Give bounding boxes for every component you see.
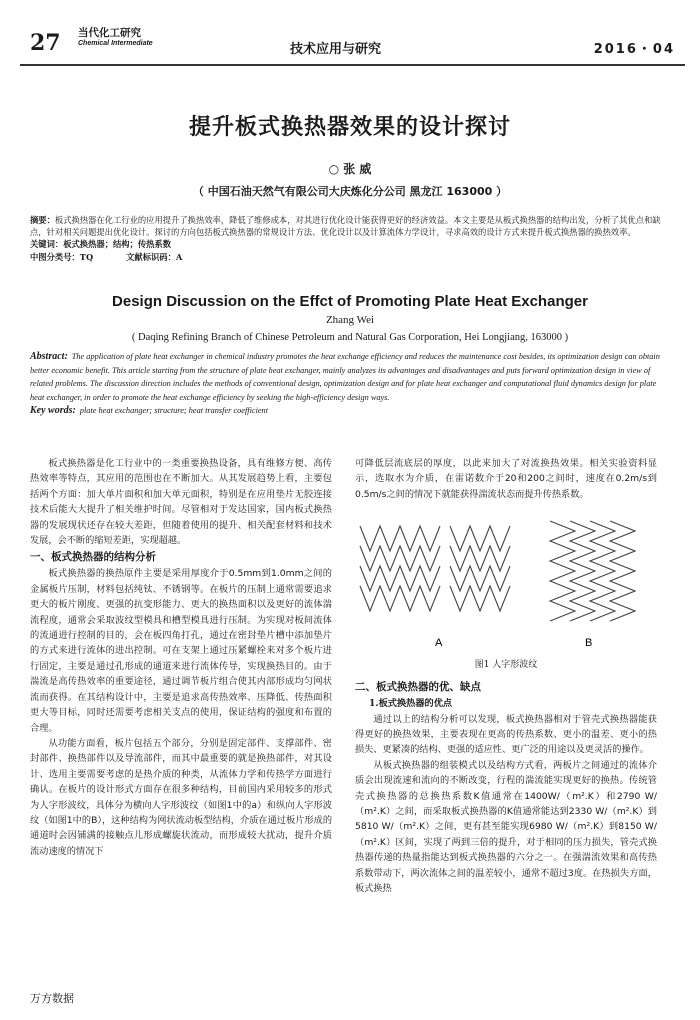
figure-label-b: B — [585, 637, 593, 650]
keywords-cn-text: 板式换热器；结构；传热系数 — [63, 239, 172, 250]
figure-1-caption: 图1 人字形波纹 — [474, 660, 538, 671]
affiliation-en: ( Daqing Refining Branch of Chinese Petroleum and Natural Gas Corporation, Hei Longjiang, 163000 ) — [131, 332, 569, 343]
section-2-paragraph-1: 通过以上的结构分析可以发现，板式换热器相对于管壳式换热器能获得更好的换热效果，主要表现在更高的传热系数、更小的温差、更小的热损失、更紧凑的结构、更强的适应性、更广泛的用途以及更灵活的操作。 — [355, 713, 657, 756]
abstract-en-text: The application of plate heat exchanger in chemical industry promotes the heat exchange efficiency and reduces the maintenance cost besides, its optimization design can obtain better economic benefit. This article starting from the structure of plate heat exchanger, mainly analyzes its advantages and disadvantages and puts forward optimization design in view of related problems. The discussion direction includes the methods of conventional design, optimization design and for plate heat exchanger and computational fluid dynamics design for plate heat exchanger, in order to promote the heat exchange efficiency by seeking the high-efficiency design ways. — [30, 352, 660, 402]
keywords-cn — [30, 238, 670, 250]
title-cn: 提升板式换热器效果的设计探讨 — [188, 115, 511, 140]
section-2-1-heading: 1.板式换热器的优点 — [369, 697, 453, 709]
section-2-heading: 二、板式换热器的优、缺点 — [355, 680, 481, 693]
pattern-b-line-1 — [550, 521, 575, 621]
pattern-a-line-4 — [360, 586, 440, 611]
classification-cn — [30, 251, 670, 263]
pattern-a-line-5 — [450, 526, 510, 551]
doc-code-value: A — [175, 251, 183, 262]
abstract-cn-label: 摘要： — [30, 215, 55, 225]
page-number: 27 — [30, 30, 61, 56]
journal-name-en: Chemical Intermediate — [78, 39, 153, 47]
section-heading: 技术应用与研究 — [290, 42, 382, 57]
page-header — [20, 16, 685, 66]
herringbone-figure — [355, 506, 657, 656]
figure-label-a: A — [435, 637, 443, 650]
abstract-en-label: Abstract: — [30, 351, 68, 362]
affiliation-cn: （ 中国石油天然气有限公司大庆炼化分公司 黑龙江 163000 ） — [192, 185, 508, 198]
clc-label: 中图分类号： — [30, 251, 80, 262]
pattern-b — [550, 521, 635, 621]
journal-name — [78, 28, 153, 47]
footer-watermark: 万方数据 — [30, 992, 74, 1005]
abstract-en — [30, 350, 670, 418]
abstract-cn-body — [30, 214, 670, 238]
title-en: Design Discussion on the Effct of Promoting Plate Heat Exchanger — [112, 293, 588, 310]
clc-value: TQ — [79, 251, 94, 262]
section-1-paragraph-1: 板式换热器的换热原件主要是采用厚度介于0.5mm到1.0mm之间的金属板片压制，材料包括纯钛、不锈钢等。在板片的压制上通常需要追求更大的板片刚度、更强的抗变形能力、更大的换热面积以及更好的流体湍流程度，通常会采取波纹型模具和槽型模具进行压制。为实现对板间流体的流通进行控制的目的，会在板四角打孔，通过在密封垫片槽中添加垫片的方式来进行流体的进出控制。可在支架上通过压紧螺栓来对多个板片进行固定，主要是通过孔形成的通道来进行流体传导，实现换热目的。由于湍流是高传热效率的重要途径，通过调节板片组合使其内部形成均匀网状流而获得。在其结构设计中，主要是追求高传热效率、压降低、传热面积更大等目标，同时还需要考虑相关支点的使用，保证结构的强度和布置的合理。 — [30, 568, 332, 734]
issue-number: 2016・04 — [593, 42, 675, 57]
section-1-heading: 一、板式换热器的结构分析 — [30, 551, 156, 564]
figure-1 — [355, 506, 657, 656]
left-column — [30, 456, 332, 859]
section-2-paragraph-2: 从板式换热器的组装模式以及结构方式看，两板片之间通过的流体介质会出现流速和流向的不断改变，行程的湍流能实现更好的换热。传统管壳式换热器的总换热系数K值通常在1400W/（m².K）和2790 W/（m².K）之间，而采取板式换热器的K值通常能达到2330 W/（m².K）到5810 W/（m².K）之间，更有甚至能实现6980 W/（m².K）到8150 W/（m².K）区间，实现了两到三倍的提升，对于相同的压力损失，管壳式换热器传递的热量指能达到板式换热器的六分之一。在强湍流效果和高传热系数带动下，两次流体之间的温差较小，通常不超过3度。在热损失方面，板式换热 — [355, 759, 657, 895]
pattern-a — [360, 526, 510, 611]
intro-paragraph: 板式换热器是化工行业中的一类重要换热设备，具有维修方便、高传热效率等特点，其应用的范围也在不断加大。从其发展趋势上看，主要包括两个方面：加大单片面积和加大单元面积，特别是在应用垫片无胶连接技术后能大大提升了相关维护时间。尽管相对于发达国家，国内板式换热器的发展现状还存在较大差距，但随着使用的提升、相关配套材料和技术发展，会不断的缩短差距，实现超越。 — [30, 458, 332, 547]
doc-code-label: 文献标识码： — [126, 251, 176, 262]
keywords-en-label: Key words: — [30, 405, 76, 417]
abstract-cn-text: 板式换热器在化工行业的应用提升了换热效率，降低了维修成本，对其进行优化设计能获得更好的经济效益。本文主要是从板式换热器的结构出发，分析了其优点和缺点，针对相关问题提出优化设计。探讨的方向包括板式换热器的常规设计方法、优化设计以及计算流体力学设计，寻求高效的设计方式来提升板式换热器的换热效率。 — [30, 215, 661, 238]
keywords-en — [30, 404, 670, 418]
author-en: Zhang Wei — [325, 314, 375, 326]
journal-name-cn: 当代化工研究 — [78, 27, 141, 39]
keywords-cn-label: 关键词： — [30, 239, 64, 250]
section-1-paragraph-2: 从功能方面看，板片包括五个部分，分别是固定部件、支撑部件、密封部件、换热部件以及导流部件，而其中最重要的就是换热部件，对其设计、选用主要需要考虑的是热介质的种类，从流体力学和传热学方面进行确认。在板片的设计形式方面存在很多种结构，目前国内采用较多的形式为人字形波纹，具体分为横向人字形波纹（如图1中的a）和纵向人字形波纹（如图1中的B），这种结构为网状流动板型结构，介质在通过板片形成的通道时会因铺满的接触点儿形成螺旋状流动，而形成较大扰动，提升介质流动速度的情况下 — [30, 737, 332, 857]
section-1-paragraph-3: 可降低层流底层的厚度，以此来加大了对流换热效果。相关实验资料显示，选取水为介质，在雷诺数介于20和200之间时，速度在0.2m/s到0.5m/s之间的情况下就能获得湍流状态而提升传热系数。 — [355, 458, 657, 500]
abstract-en-body — [30, 350, 670, 404]
keywords-en-text: plate heat exchanger; structure; heat transfer coefficient — [79, 406, 269, 416]
abstract-cn — [30, 214, 670, 263]
author-cn: ○ 张 威 — [328, 162, 372, 176]
right-column — [355, 456, 657, 897]
